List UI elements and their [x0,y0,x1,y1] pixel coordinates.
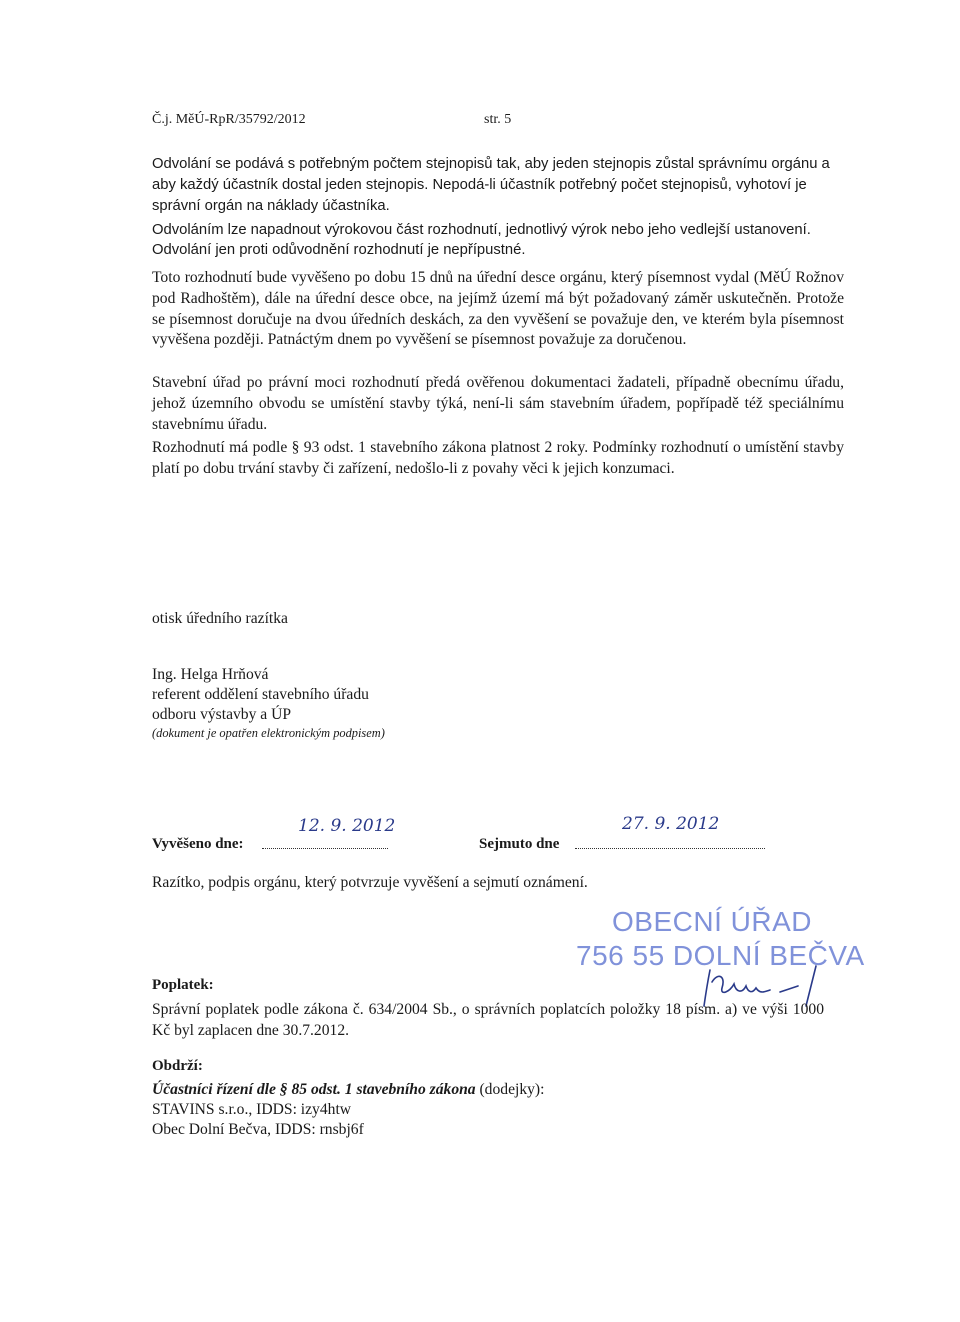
removed-date-handwritten: 27. 9. 2012 [622,814,720,834]
posted-date-handwritten: 12. 9. 2012 [298,816,396,836]
office-stamp-line2: 756 55 DOLNÍ BEČVA [576,940,865,971]
recipients-group-label: Účastníci řízení dle § 85 odst. 1 stavebního zákona [152,1081,476,1098]
validity-paragraph: Rozhodnutí má podle § 93 odst. 1 stavebního zákona platnost 2 roky. Podmínky rozhodnutí o umístění stavby platí po dobu trvání stavby či zařízení, nedošlo-li z povahy věci k jejich konzumaci. [152,439,844,477]
posting-paragraph: Toto rozhodnutí bude vyvěšeno po dobu 15 dnů na úřední desce orgánu, který písemnost vydal (MěÚ Rožnov pod Radhoštěm), dále na úřední desce obce, na jejímž území má být požadovaný záměr uskutečněn. Protože se písemnost doručuje na dvou úředních deskách, za den vyvěšení se považuje den, ve kterém byla písemnost vyvěšena později. Patnáctým dnem po vyvěšení se písemnost považuje za doručenou. [152,269,844,349]
recipients-heading: Obdrží: [152,1058,203,1074]
recipients-group-suffix: (dodejky): [475,1081,545,1098]
recipients-group [152,1081,544,1099]
appeal-scope-line: Odvoláním lze napadnout výrokovou část rozhodnutí, jednotlivý výrok nebo jeho vedlejší ustanovení. [152,222,811,238]
documentation-paragraph: Stavební úřad po právní moci rozhodnutí předá ověřenou dokumentaci žadateli, případně obecnímu úřadu, jehož územního obvodu se umístění stavby týká, není-li sám stavebním úřadem, popřípadě též speciálnímu stavebnímu úřadu. [152,374,844,433]
reference-number: Č.j. MěÚ-RpR/35792/2012 [152,112,306,127]
recipient-item: Obec Dolní Bečva, IDDS: rnsbj6f [152,1121,364,1138]
fee-text: Správní poplatek podle zákona č. 634/2004 Sb., o správních poplatcích položky 18 písm. a) ve výši 1000 Kč byl zaplacen dne 30.7.2012. [152,1001,824,1039]
removed-label: Sejmuto dne [479,836,560,852]
page-number: str. 5 [484,112,512,127]
office-stamp-line1: OBECNÍ ÚŘAD [612,906,812,937]
posted-date-line [262,834,388,849]
fee-heading: Poplatek: [152,977,214,993]
posting-note: Razítko, podpis orgánu, který potvrzuje vyvěšení a sejmutí oznámení. [152,874,588,891]
appeal-paragraph: Odvolání se podává s potřebným počtem stejnopisů tak, aby jeden stejnopis zůstal správnímu orgánu a aby každý účastník dostal jeden stejnopis. Nepodá-li účastník potřebný počet stejnopisů, vyhotoví je správní orgán na náklady účastníka. [152,156,830,214]
appeal-inadmissible-line: Odvolání jen proti odůvodnění rozhodnutí je nepřípustné. [152,242,526,258]
recipient-item: STAVINS s.r.o., IDDS: izy4htw [152,1101,352,1118]
electronic-signature-note: (dokument je opatřen elektronickým podpisem) [152,726,385,740]
removed-date-line [575,834,765,849]
signatory-role: referent oddělení stavebního úřadu [152,686,369,703]
stamp-placeholder: otisk úředního razítka [152,610,288,627]
posted-label: Vyvěšeno dne: [152,836,244,852]
signatory-department: odboru výstavby a ÚP [152,706,292,723]
signatory-name: Ing. Helga Hrňová [152,666,269,683]
